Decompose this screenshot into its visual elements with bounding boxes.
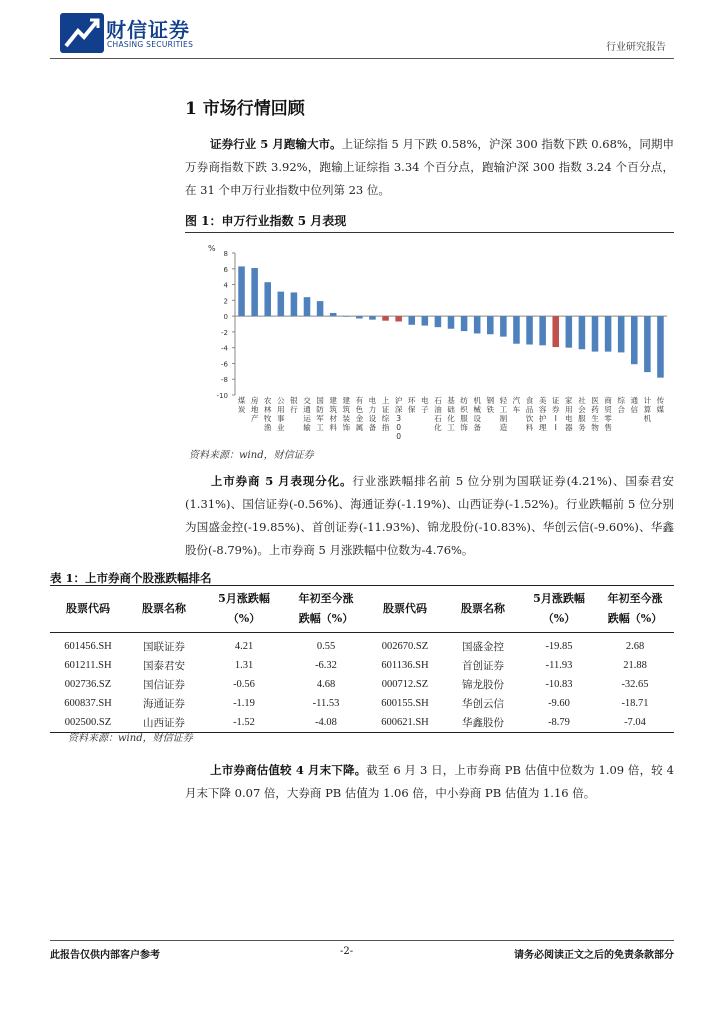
x-category-label: 电力设备: [368, 396, 377, 432]
paragraph-broker-performance: [185, 470, 674, 562]
x-category-label: 建筑材料: [329, 396, 337, 432]
cell-may: -1.52: [233, 717, 255, 728]
x-category-label: 上证综指: [381, 396, 390, 432]
cell-code: 600837.SH: [64, 698, 112, 709]
bar: [251, 268, 258, 316]
header-may-change-line2: （%）: [542, 612, 576, 625]
bar: [448, 316, 455, 329]
cell-may: -10.83: [545, 679, 573, 690]
cell-code: 002500.SZ: [64, 717, 112, 728]
cell-ytd: -7.04: [624, 717, 646, 728]
bar: [474, 316, 481, 333]
header-stock-name: 股票名称: [461, 602, 505, 615]
bar: [395, 316, 402, 321]
header-ytd-change: [596, 586, 674, 633]
x-category-label: 传媒: [656, 396, 665, 414]
bar: [618, 316, 625, 352]
bar: [317, 301, 324, 316]
x-category-label: 轻工制造: [499, 396, 508, 432]
x-category-label: 国防军工: [316, 396, 324, 432]
logo-text-en: CHASING SECURITIES: [107, 40, 194, 49]
cell-code: 002736.SZ: [64, 679, 112, 690]
bar: [356, 316, 363, 318]
bar: [343, 316, 350, 317]
footer-disclaimer-right: 请务必阅读正文之后的免责条款部分: [514, 950, 674, 961]
x-category-label: 建筑装饰: [342, 396, 351, 432]
x-category-label: 计算机: [643, 396, 652, 423]
cell-name: 山西证券: [143, 718, 185, 729]
bar: [435, 316, 442, 327]
industry-index-bar-chart: [185, 238, 674, 448]
bar: [408, 316, 415, 325]
y-tick-label: -10: [216, 392, 228, 400]
header-ytd-change-line2: 跌幅（%）: [298, 612, 354, 625]
cell-name: 国联证券: [143, 642, 185, 653]
cell-ytd: -32.65: [621, 679, 649, 690]
table-title: 表 1：上市券商个股涨跌幅排名: [50, 571, 212, 585]
y-axis-unit-label: %: [208, 244, 216, 253]
header-may-change: [202, 586, 286, 633]
cell-name: 海通证券: [143, 699, 185, 710]
y-tick-label: 8: [223, 250, 228, 258]
bar: [382, 316, 389, 321]
cell-ytd: 4.68: [316, 679, 336, 690]
header-stock-code: 股票代码: [66, 602, 110, 615]
cell-code: 601211.SH: [64, 660, 112, 671]
bar: [278, 292, 285, 316]
x-category-label: 家用电器: [565, 396, 573, 432]
bar: [579, 316, 586, 349]
x-category-label: 机械设备: [473, 396, 481, 432]
bar: [526, 316, 533, 344]
cell-code: 000712.SZ: [381, 679, 429, 690]
y-tick-label: -4: [221, 344, 228, 353]
x-category-label: 沪深 3 0 0: [394, 396, 403, 441]
x-category-label: 电子: [421, 396, 429, 414]
x-category-label: 交通运输: [303, 396, 311, 432]
bar: [631, 316, 638, 364]
broker-ranking-table: [50, 585, 674, 733]
x-category-label: 基础化工: [447, 396, 455, 432]
cell-ytd: -6.32: [315, 660, 337, 671]
figure-divider: [185, 232, 674, 233]
cell-code: 002670.SZ: [381, 641, 429, 652]
cell-may: -9.60: [548, 698, 570, 709]
cell-name: 华创云信: [462, 699, 504, 710]
x-category-label: 农林牧渔: [263, 396, 272, 432]
paragraph-body: 上证综指 5 月下跌 0.58%，沪深 300 指数下跌 0.68%，同期申万券商指数下跌 3.92%，跑输上证综指 3.34 个百分点，跑输沪深 300 指数 3.24 个百分点，在 31 个申万行业指数中位列第 23 位。: [185, 137, 675, 197]
bar: [264, 282, 271, 316]
footer-disclaimer-left: 此报告仅供内部客户参考: [50, 950, 160, 961]
cell-code: 600621.SH: [381, 717, 429, 728]
x-category-label: 房地产: [250, 396, 259, 423]
header-ytd-change-line1: 年初至今涨: [298, 592, 354, 605]
header-may-change-line2: （%）: [227, 612, 261, 625]
paragraph-lead: 证券行业 5 月跑输大市。: [210, 137, 342, 151]
y-tick-label: -8: [221, 376, 228, 385]
header-may-change-line1: 5月涨跌幅: [533, 592, 585, 605]
bar: [500, 316, 507, 337]
header-stock-name: 股票名称: [142, 602, 186, 615]
header-stock-code: 股票代码: [383, 602, 427, 615]
bar: [487, 316, 494, 334]
x-category-label: 汽车: [512, 396, 521, 414]
table-row: [50, 694, 674, 713]
paragraph-lead: 上市券商 5 月表现分化。: [210, 474, 353, 488]
y-tick-label: 0: [223, 313, 228, 322]
bar: [605, 316, 612, 352]
y-tick-label: -6: [221, 360, 228, 369]
x-category-label: 社会服务: [578, 396, 586, 432]
bar: [330, 313, 337, 316]
x-category-label: 煤炭: [237, 396, 246, 414]
company-logo: [60, 13, 230, 53]
cell-ytd: -11.53: [312, 698, 340, 709]
cell-name: 锦龙股份: [462, 680, 504, 691]
cell-may: -0.56: [233, 679, 255, 690]
x-category-label: 有色金属: [355, 396, 364, 432]
logo-text-cn: 财信证券: [106, 18, 190, 42]
table-header-row: [50, 586, 674, 633]
cell-may: 4.21: [234, 641, 254, 652]
cell-may: -8.79: [548, 717, 570, 728]
cell-may: -11.93: [545, 660, 573, 671]
paragraph-body: 截至 6 月 3 日，上市券商 PB 估值中位数为 1.09 倍，较 4 月末下降 0.07 倍，大券商 PB 估值为 1.06 倍，中小券商 PB 估值为 1.16 倍。: [185, 763, 674, 800]
bar: [539, 316, 546, 345]
bar: [657, 316, 664, 378]
bar: [422, 316, 429, 325]
bar: [566, 316, 573, 348]
header-may-change-line1: 5月涨跌幅: [218, 592, 270, 605]
bar: [369, 316, 376, 320]
cell-ytd: 21.88: [623, 660, 647, 671]
bar: [238, 266, 245, 316]
x-category-label: 商贸零售: [604, 396, 612, 432]
table-row: [50, 633, 674, 657]
bar: [552, 316, 559, 347]
y-tick-label: 4: [223, 281, 228, 290]
bar: [461, 316, 468, 331]
x-category-label: 钢铁: [486, 396, 495, 414]
bar: [304, 297, 311, 316]
bar: [592, 316, 599, 352]
bar: [513, 316, 520, 344]
report-type: 行业研究报告: [606, 42, 666, 53]
header-may-change: [522, 586, 596, 633]
paragraph-body: 行业涨跌幅排名前 5 位分别为国联证券(4.21%)、国泰君安(1.31%)、国信证券(-0.56%)、海通证券(-1.19%)、山西证券(-1.52%)。行业跌幅前 5 位分别为国盛金控(-19.85%)、首创证券(-11.93%)、锦龙股份(-10.83%)、华创云信(-9.60%)、华鑫股份(-8.79%)。上市券商 5 月涨跌幅中位数为-4.76%。: [185, 474, 674, 557]
cell-ytd: -18.71: [621, 698, 649, 709]
x-category-label: 纺织服饰: [460, 396, 468, 432]
figure-title: 图 1：申万行业指数 5 月表现: [185, 214, 347, 228]
footer-divider: [50, 940, 674, 941]
x-category-label: 证券 I I: [551, 396, 560, 432]
cell-name: 国盛金控: [462, 642, 504, 653]
cell-code: 601136.SH: [381, 660, 429, 671]
y-tick-label: 6: [223, 265, 228, 274]
cell-ytd: 2.68: [625, 641, 645, 652]
section-title: 1 市场行情回顾: [185, 99, 305, 119]
paragraph-lead: 上市券商估值较 4 月末下降。: [210, 763, 367, 777]
header-ytd-change: [286, 586, 366, 633]
header-ytd-change-line1: 年初至今涨: [607, 592, 663, 605]
y-tick-label: 2: [223, 297, 228, 306]
paragraph-valuation: [185, 759, 674, 805]
page-number: -2-: [340, 946, 354, 957]
cell-name: 国泰君安: [143, 661, 185, 672]
header-ytd-change-line2: 跌幅（%）: [607, 612, 663, 625]
table-source: 资料来源：wind，财信证券: [68, 733, 193, 744]
x-category-label: 美容护理: [538, 396, 547, 432]
cell-name: 首创证券: [462, 661, 504, 672]
cell-may: -19.85: [545, 641, 573, 652]
y-tick-label: -2: [221, 328, 228, 337]
bar: [291, 292, 298, 316]
x-category-label: 银行: [290, 396, 298, 414]
x-category-label: 食品饮料: [525, 396, 534, 432]
cell-code: 601456.SH: [64, 641, 112, 652]
logo-icon: [60, 13, 104, 53]
paragraph-industry-summary: [185, 133, 674, 202]
table-row: [50, 675, 674, 694]
cell-ytd: -4.08: [315, 717, 337, 728]
x-category-label: 通信: [630, 396, 639, 414]
cell-name: 华鑫股份: [462, 718, 504, 729]
header-divider: [50, 58, 674, 59]
x-category-label: 石油石化: [434, 396, 442, 432]
cell-ytd: 0.55: [316, 641, 336, 652]
figure-source: 资料来源：wind，财信证券: [189, 450, 314, 461]
bar: [644, 316, 651, 372]
cell-code: 600155.SH: [381, 698, 429, 709]
table-row: [50, 656, 674, 675]
x-category-label: 综合: [617, 396, 625, 414]
x-category-label: 环保: [407, 396, 416, 414]
cell-name: 国信证券: [143, 680, 185, 691]
x-category-label: 医药生物: [591, 396, 599, 432]
cell-may: 1.31: [234, 660, 254, 671]
x-category-label: 公用事业: [277, 396, 285, 432]
cell-may: -1.19: [233, 698, 255, 709]
